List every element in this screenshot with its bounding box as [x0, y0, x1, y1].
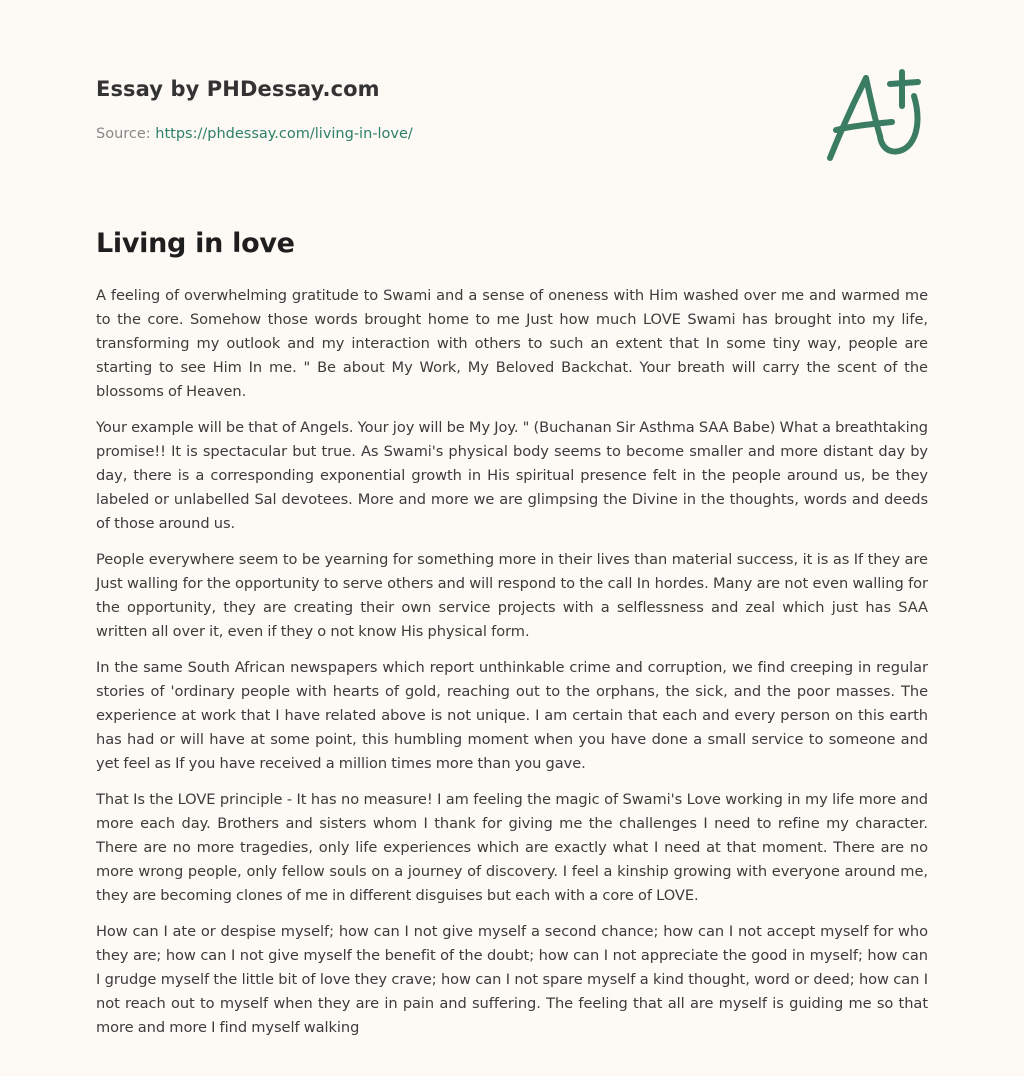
site-header — [96, 74, 928, 142]
a-plus-grade-icon — [822, 66, 932, 166]
essay-paragraph: How can I ate or despise myself; how can I not give myself a second chance; how can I not accept myself for who they are; how can I not give myself the benefit of the doubt; how can I not appreciate the good in myself; how can I grudge myself the little bit of love they crave; how can I not spare myself a kind thought, word or deed; how can I not reach out to myself when they are in pain and suffering. The feeling that all are myself is guiding me so that more and more I find myself walking — [96, 923, 928, 1036]
source-label: Source: — [96, 126, 156, 142]
essay-paragraph: A feeling of overwhelming gratitude to Swami and a sense of oneness with Him washed over me and warmed me to the core. Somehow those words brought home to me Just how much LOVE Swami has brought into my life, transforming my outlook and my interaction with others to such an extent that In some tiny way, people are starting to see Him In me. " Be about My Work, My Beloved Backchat. Your breath will carry the scent of the blossoms of Heaven. — [96, 287, 928, 400]
essay-body — [96, 284, 928, 1052]
source-line — [96, 124, 413, 144]
essay-paragraph: Your example will be that of Angels. Your joy will be My Joy. " (Buchanan Sir Asthma SAA Babe) What a breathtaking promise!! It is spectacular but true. As Swami's physical body seems to become smaller and more distant day by day, there is a corresponding exponential growth in His spiritual presence felt in the people around us, be they labeled or unlabelled Sal devotees. More and more we are glimpsing the Divine in the thoughts, words and deeds of those around us. — [96, 419, 928, 532]
source-link[interactable]: https://phdessay.com/living-in-love/ — [155, 126, 413, 142]
site-brand: Essay by PHDessay.com — [96, 77, 380, 101]
essay-paragraph: In the same South African newspapers which report unthinkable crime and corruption, we find creeping in regular stories of 'ordinary people with hearts of gold, reaching out to the orphans, the sick, and the poor masses. The experience at work that I have related above is not unique. I am certain that each and every person on this earth has had or will have at some point, this humbling moment when you have done a small service to someone and yet feel as If you have received a million times more than you gave. — [96, 659, 928, 772]
essay-paragraph: That Is the LOVE principle - It has no measure! I am feeling the magic of Swami's Love working in my life more and more each day. Brothers and sisters whom I thank for giving me the challenges I need to refine my character. There are no more tragedies, only life experiences which are exactly what I need at that moment. There are no more wrong people, only fellow souls on a journey of discovery. I feel a kinship growing with everyone around me, they are becoming clones of me in different disguises but each with a core of LOVE. — [96, 791, 928, 904]
essay-title: Living in love — [96, 228, 295, 259]
essay-paragraph: People everywhere seem to be yearning for something more in their lives than material success, it is as If they are Just walling for the opportunity to serve others and will respond to the call In hordes. Many are not even walling for the opportunity, they are creating their own service projects with a selflessness and zeal which just has SAA written all over it, even if they o not know His physical form. — [96, 551, 928, 640]
